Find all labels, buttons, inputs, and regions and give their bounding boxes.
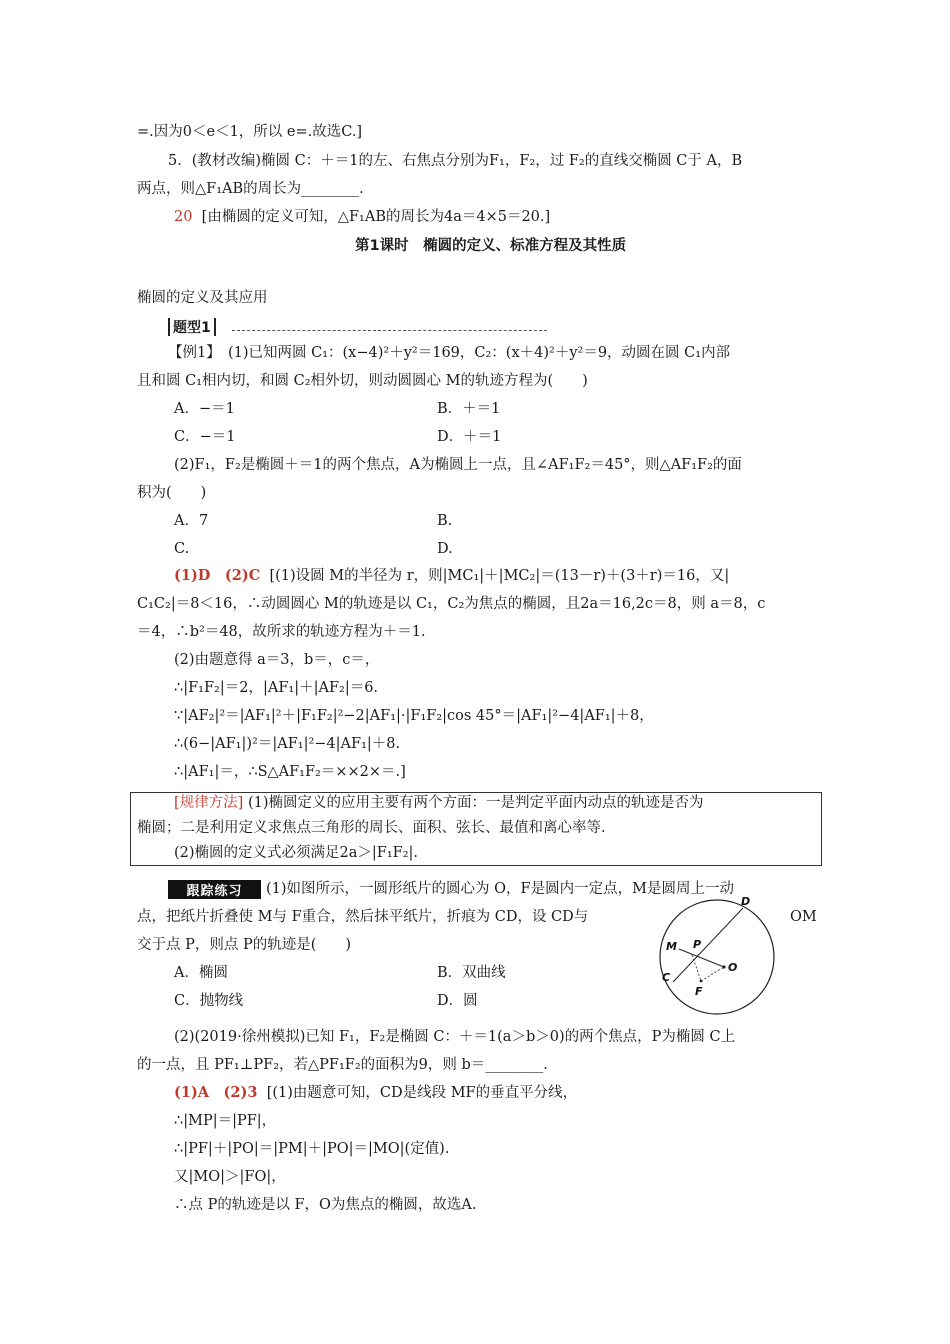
label-c: C xyxy=(662,971,671,984)
circle-fold-figure xyxy=(655,895,780,1020)
label-d: D xyxy=(741,895,751,908)
solution-1-line-3: ＝4，∴b²＝48，故所求的轨迹方程为＋＝1. xyxy=(137,624,426,640)
answer-explanation: [由椭圆的定义可知，△F₁AB的周长为4a＝4×5＝20.] xyxy=(201,209,551,225)
example-1-line-1: 【例1】 (1)已知两圆 C₁：(x−4)²＋y²＝169，C₂：(x＋4)²＋y²＝9，动圆在圆 C₁内部 xyxy=(168,345,731,361)
text-line: =.因为0＜e＜1，所以 e=.故选C.] xyxy=(137,124,363,140)
line-fo xyxy=(701,967,724,981)
option-d: D．＋＝1 xyxy=(437,429,502,445)
label-f: F xyxy=(695,985,703,998)
answer-line xyxy=(174,207,550,227)
center-point-o xyxy=(722,965,725,968)
option-c: C．−＝1 xyxy=(174,429,236,445)
track-solution-line-1 xyxy=(174,1083,577,1103)
method-line-3: (2)椭圆的定义式必须满足2a＞|F₁F₂|. xyxy=(174,845,419,861)
line-pf xyxy=(692,955,701,981)
example-1-line-2: 且和圆 C₁相内切，和圆 C₂相外切，则动圆圆心 M的轨迹方程为( ) xyxy=(137,373,588,389)
track-answer-key: (1)A (2)3 xyxy=(174,1084,258,1101)
tag-bar-right xyxy=(214,318,216,336)
paper-circle xyxy=(660,900,774,1014)
q2-option-c: C. xyxy=(174,541,190,557)
method-tag: [规律方法] xyxy=(174,795,244,811)
q2-option-d: D. xyxy=(437,541,453,557)
point-f xyxy=(700,980,703,983)
q2-option-b: B. xyxy=(437,513,453,529)
dashed-divider xyxy=(232,330,547,331)
solution-text: [(1)设圆 M的半径为 r，则|MC₁|＋|MC₂|＝(13－r)＋(3＋r)＝16，又| xyxy=(269,568,730,584)
track-question-2-line-2: 的一点，且 PF₁⊥PF₂，若△PF₁F₂的面积为9，则 b＝________. xyxy=(137,1057,548,1073)
method-line-2: 椭圆；二是利用定义求焦点三角形的周长、面积、弦长、最值和离心率等. xyxy=(137,820,606,836)
option-b: B．＋＝1 xyxy=(437,401,501,417)
track-option-a: A．椭圆 xyxy=(174,965,228,981)
solution-2-line-3: ∵|AF₂|²＝|AF₁|²＋|F₁F₂|²−2|AF₁|·|F₁F₂|cos 45°＝|AF₁|²−4|AF₁|＋8， xyxy=(174,708,654,724)
track-line-3: 交于点 P，则点 P的轨迹是( ) xyxy=(137,937,352,953)
solution-2-line-2: ∴|F₁F₂|＝2，|AF₁|＋|AF₂|＝6. xyxy=(174,680,379,696)
lesson-title: 第1课时 椭圆的定义、标准方程及其性质 xyxy=(355,238,627,254)
solution-2-line-5: ∴|AF₁|＝，∴S△AF₁F₂＝××2×＝.] xyxy=(174,764,406,780)
label-o: O xyxy=(728,961,738,974)
answer-key: (1)D (2)C xyxy=(174,567,261,584)
track-practice-tag: 跟踪练习 xyxy=(168,880,261,899)
solution-2-line-4: ∴(6−|AF₁|)²＝|AF₁|²−4|AF₁|＋8. xyxy=(174,736,401,752)
q2-option-a: A．7 xyxy=(174,513,209,529)
section-heading: 椭圆的定义及其应用 xyxy=(137,290,268,306)
solution-2-line-1: (2)由题意得 a＝3，b＝，c＝， xyxy=(174,652,380,668)
answer-value: 20 xyxy=(174,209,193,225)
track-line-2-tail: OM xyxy=(790,909,817,925)
method-text: (1)椭圆定义的应用主要有两个方面：一是判定平面内动点的轨迹是否为 xyxy=(247,795,704,811)
option-a: A．−＝1 xyxy=(174,401,235,417)
track-option-c: C．抛物线 xyxy=(174,993,244,1009)
problem-5-line-2: 两点，则△F₁AB的周长为________. xyxy=(137,181,364,197)
solution-1-line-1 xyxy=(174,566,729,586)
tag-label: 题型1 xyxy=(173,320,211,336)
label-p: P xyxy=(693,938,702,951)
track-solution-text: [(1)由题意可知，CD是线段 MF的垂直平分线， xyxy=(266,1085,578,1101)
track-option-d: D．圆 xyxy=(437,993,478,1009)
solution-1-line-2: C₁C₂|＝8＜16，∴动圆圆心 M的轨迹是以 C₁，C₂为焦点的椭圆，且2a＝16,2c＝8，则 a＝8，c xyxy=(137,596,766,612)
track-solution-line-3: ∴|PF|＋|PO|＝|PM|＋|PO|＝|MO|(定值). xyxy=(174,1141,450,1157)
track-solution-line-5: ∴点 P的轨迹是以 F，O为焦点的椭圆，故选A. xyxy=(174,1197,477,1213)
question-type-tag xyxy=(168,317,216,337)
track-question-2-line-1: (2)(2019·徐州模拟)已知 F₁，F₂是椭圆 C：＋＝1(a＞b＞0)的两个焦点，P为椭圆 C上 xyxy=(174,1029,736,1045)
question-2-line-2: 积为( ) xyxy=(137,485,207,501)
method-line-1 xyxy=(174,793,703,813)
question-2-line-1: (2)F₁，F₂是椭圆＋＝1的两个焦点，A为椭圆上一点，且∠AF₁F₂＝45°，则△AF₁F₂的面 xyxy=(174,457,742,473)
track-solution-line-4: 又|MO|＞|FO|， xyxy=(174,1169,286,1185)
track-option-b: B．双曲线 xyxy=(437,965,506,981)
track-line-2: 点，把纸片折叠使 M与 F重合，然后抹平纸片，折痕为 CD，设 CD与 xyxy=(137,909,589,925)
label-m: M xyxy=(666,940,677,953)
track-solution-line-2: ∴|MP|＝|PF|， xyxy=(174,1113,277,1129)
track-line-1: (1)如图所示，一圆形纸片的圆心为 O，F是圆内一定点，M是圆周上一动 xyxy=(266,881,734,897)
problem-5-line-1: 5．(教材改编)椭圆 C：＋＝1的左、右焦点分别为F₁，F₂，过 F₂的直线交椭圆 C于 A，B xyxy=(168,153,743,169)
